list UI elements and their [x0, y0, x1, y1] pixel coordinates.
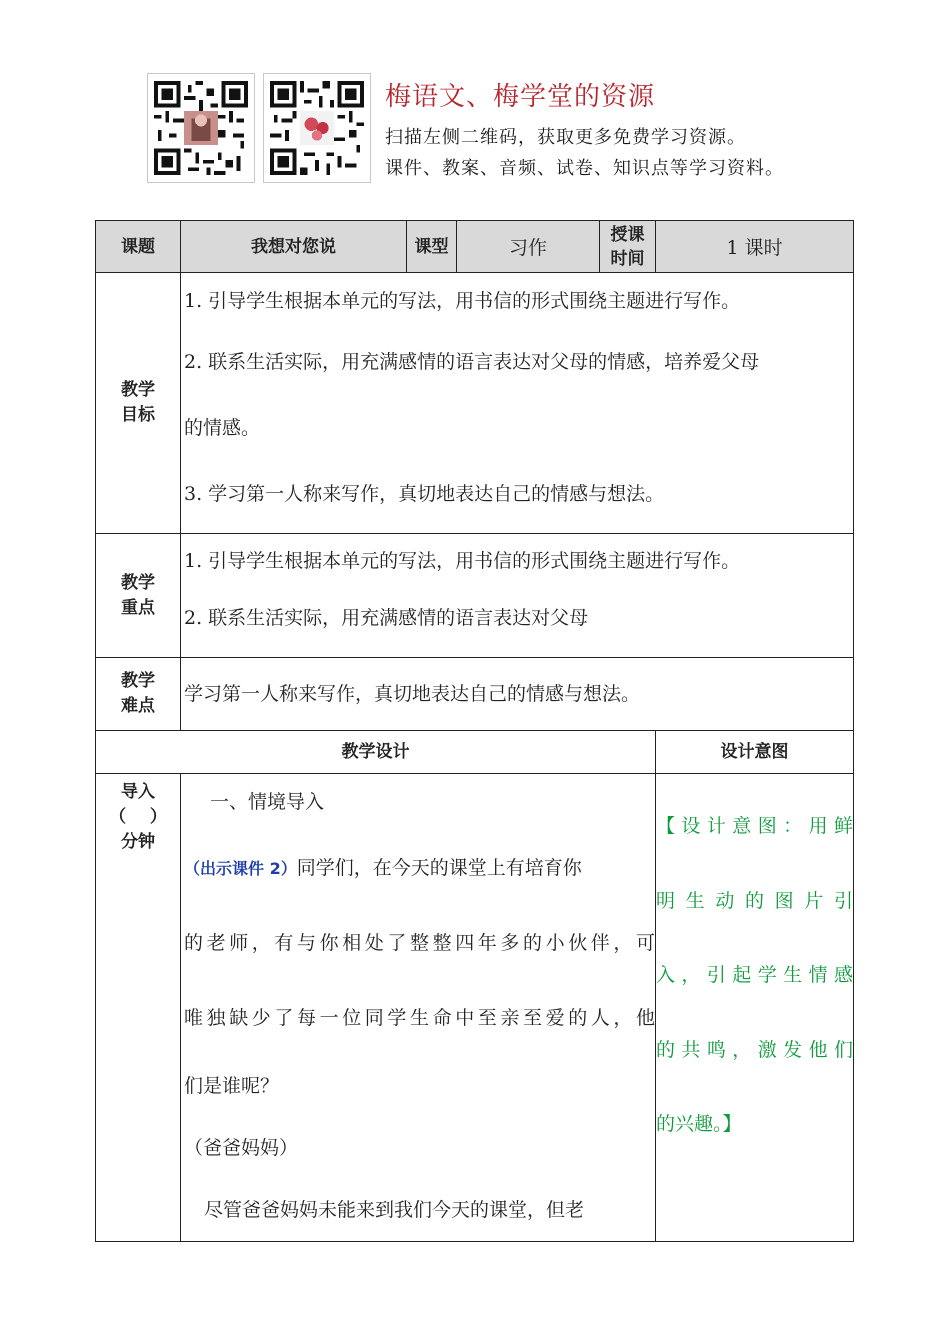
intent-header: 设计意图 [656, 731, 854, 774]
goals-label-line1: 教学 [121, 380, 155, 400]
topic-value: 我想对您说 [181, 221, 407, 273]
time-label [600, 221, 656, 273]
difficulty-label-line2: 难点 [121, 696, 155, 716]
intent-line: 的共鸣，激发他们 [656, 1038, 854, 1061]
time-label-line1: 授课 [610, 224, 645, 245]
intent-line: 【设计意图：用鲜 [656, 815, 854, 837]
key-points-content [181, 534, 854, 658]
goal-item: 1. 引导学生根据本单元的写法，用书信的形式围绕主题进行写作。 [184, 290, 741, 312]
design-header-row [96, 731, 854, 774]
intro-label-line2: （ ） [109, 807, 167, 827]
qr-code-icon [270, 80, 364, 176]
key-points-label-line1: 教学 [121, 572, 155, 593]
brand-title: 梅语文、梅学堂的资源 [385, 82, 656, 112]
intro-line-text: 同学们，在今天的课堂上有培育你 [296, 857, 582, 879]
brand-line-resources: 课件、教案、音频、试卷、知识点等学习资料。 [385, 158, 784, 179]
design-header: 教学设计 [96, 731, 656, 774]
intro-line: 尽管爸爸妈妈未能来到我们今天的课堂，但老 [204, 1199, 585, 1221]
qr-code-right [263, 73, 371, 183]
qr-code-left [147, 73, 255, 183]
difficulty-text: 学习第一人称来写作，真切地表达自己的情感与想法。 [181, 658, 854, 731]
difficulty-label [96, 658, 181, 731]
goals-label [96, 273, 181, 534]
intent-line: 的兴趣。】 [656, 1113, 742, 1135]
intro-row [96, 774, 854, 1242]
lesson-plan-table [95, 220, 854, 1242]
lesson-info-row [96, 221, 854, 273]
intro-line [184, 830, 655, 906]
intro-design-content [181, 774, 656, 1242]
goals-label-line2: 目标 [121, 405, 155, 425]
type-value: 习作 [457, 221, 600, 273]
key-points-label-line2: 重点 [121, 597, 155, 618]
difficulty-row [96, 658, 854, 731]
goal-item: 2. 联系生活实际，用充满感情的语言表达对父母的情感，培养爱父母 [184, 351, 760, 373]
time-label-line2: 时间 [610, 248, 645, 269]
intro-line: 们是谁呢？ [184, 1075, 280, 1097]
intro-label [96, 774, 181, 1242]
difficulty-label-line1: 教学 [121, 671, 155, 691]
intro-section-title: 一、情境导入 [210, 791, 325, 813]
intro-intent-content [656, 774, 854, 1242]
qr-code-icon [154, 80, 248, 176]
key-point-item: 2. 联系生活实际，用充满感情的语言表达对父母 [184, 607, 589, 629]
intro-line: （爸爸妈妈） [184, 1137, 299, 1159]
brand-line-qr-hint: 扫描左侧二维码，获取更多免费学习资源。 [385, 127, 746, 148]
courseware-cue: （出示课件 2） [184, 859, 297, 878]
intro-label-line1: 导入 [121, 782, 155, 802]
goal-item: 的情感。 [184, 417, 261, 439]
goal-item: 3. 学习第一人称来写作，真切地表达自己的情感与想法。 [184, 483, 665, 505]
topic-label: 课题 [96, 221, 181, 273]
goals-row [96, 273, 854, 534]
key-points-label [96, 534, 181, 658]
intro-line: 唯独缺少了每一位同学生命中至亲至爱的人，他 [184, 1006, 655, 1029]
intro-line: 的老师，有与你相处了整整四年多的小伙伴，可 [184, 932, 655, 954]
intent-line: 明生动的图片引 [656, 889, 854, 912]
intent-line: 入，引起学生情感 [656, 964, 854, 986]
key-points-row [96, 534, 854, 658]
intro-label-line3: 分钟 [121, 832, 155, 852]
goals-content [181, 273, 854, 534]
key-point-item: 1. 引导学生根据本单元的写法，用书信的形式围绕主题进行写作。 [184, 550, 741, 572]
time-value: 1 课时 [656, 221, 854, 273]
type-label: 课型 [407, 221, 457, 273]
